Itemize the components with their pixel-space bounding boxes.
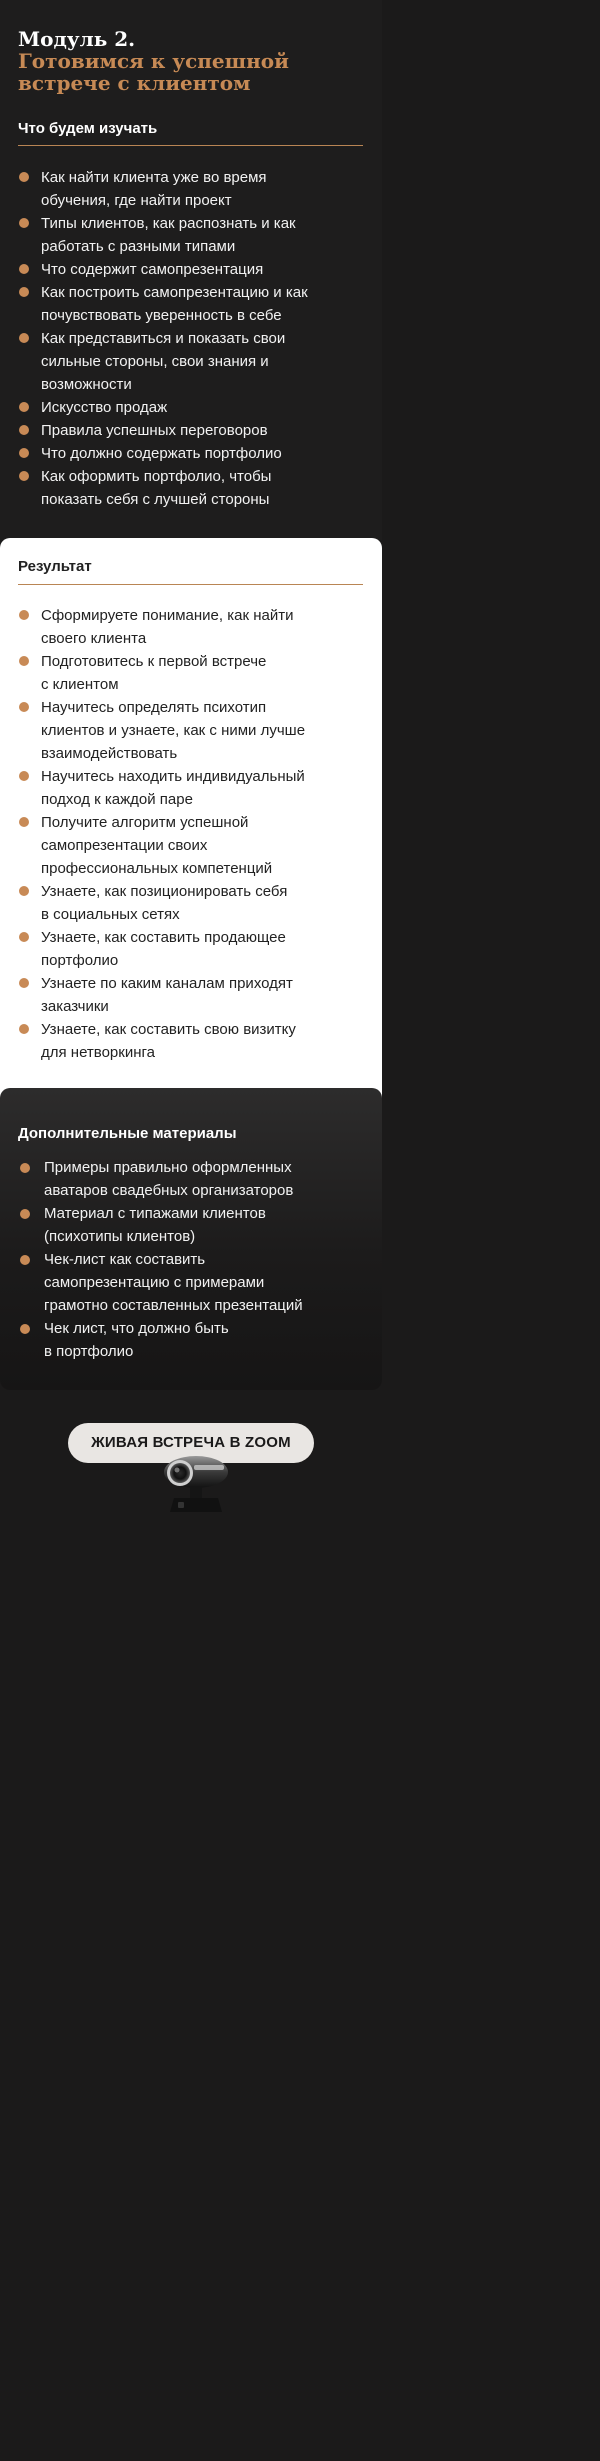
- list-item-text: Как построить самопрезентацию и как: [41, 284, 308, 301]
- list-item-text: с клиентом: [41, 676, 119, 693]
- learn-heading: Что будем изучать: [18, 120, 158, 137]
- list-item-text: взаимодействовать: [41, 745, 178, 762]
- module-title: Модуль 2.: [18, 27, 136, 51]
- list-item: [18, 1202, 364, 1248]
- bullet-dot-icon: [20, 1324, 30, 1334]
- list-item: [18, 1317, 364, 1363]
- bullet-dot-icon: [19, 333, 29, 343]
- list-item: [18, 1248, 364, 1317]
- bullet-dot-icon: [20, 1209, 30, 1219]
- list-item-text: Что должно содержать портфолио: [41, 445, 282, 462]
- list-item-text: Чек лист, что должно быть: [44, 1320, 229, 1337]
- list-item-text: Сформируете понимание, как найти: [41, 607, 294, 624]
- bullet-dot-icon: [19, 817, 29, 827]
- list-item: [18, 281, 364, 327]
- list-item-text: портфолио: [41, 952, 119, 969]
- webcam-icon: [160, 1452, 232, 1518]
- list-item-text: подход к каждой паре: [41, 791, 193, 808]
- bullet-dot-icon: [20, 1163, 30, 1173]
- bullet-dot-icon: [19, 471, 29, 481]
- list-item: [18, 166, 364, 212]
- list-item-text: Типы клиентов, как распознать и как: [41, 215, 296, 232]
- list-item-text: самопрезентацию с примерами: [44, 1274, 265, 1291]
- list-item-text: профессиональных компетенций: [41, 860, 273, 877]
- list-item-text: Чек-лист как составить: [44, 1251, 206, 1268]
- list-item-text: для нетворкинга: [41, 1044, 155, 1061]
- list-item-text: Узнаете, как составить свою визитку: [41, 1021, 296, 1038]
- list-item: [18, 811, 364, 880]
- list-item-text: Научитесь находить индивидуальный: [41, 768, 305, 785]
- list-item-text: в портфолио: [44, 1343, 134, 1360]
- bullet-dot-icon: [19, 264, 29, 274]
- list-item-text: Узнаете, как позиционировать себя: [41, 883, 288, 900]
- list-item-text: обучения, где найти проект: [41, 192, 232, 209]
- bullet-dot-icon: [19, 978, 29, 988]
- list-item-text: Получите алгоритм успешной: [41, 814, 249, 831]
- list-item-text: в социальных сетях: [41, 906, 180, 923]
- list-item-text: аватаров свадебных организаторов: [44, 1182, 294, 1199]
- list-item: [18, 1156, 364, 1202]
- list-item: [18, 258, 364, 281]
- list-item: [18, 880, 364, 926]
- bullet-dot-icon: [20, 1255, 30, 1265]
- list-item-text: Как представиться и показать свои: [41, 330, 286, 347]
- bullet-dot-icon: [19, 771, 29, 781]
- module-section: [0, 0, 382, 540]
- bullet-dot-icon: [19, 425, 29, 435]
- bullet-dot-icon: [19, 656, 29, 666]
- result-list: [18, 604, 364, 1064]
- list-item-text: Узнаете по каким каналам приходят: [41, 975, 293, 992]
- list-item-text: Подготовитесь к первой встрече: [41, 653, 267, 670]
- list-item: [18, 926, 364, 972]
- extra-materials-section: [0, 1088, 382, 1390]
- list-item: [18, 327, 364, 396]
- list-item-text: Искусство продаж: [41, 399, 168, 416]
- module-subtitle-line: Готовимся к успешной: [18, 49, 289, 73]
- bullet-dot-icon: [19, 402, 29, 412]
- list-item: [18, 419, 364, 442]
- list-item-text: Научитесь определять психотип: [41, 699, 267, 716]
- list-item-text: Как найти клиента уже во время: [41, 169, 267, 186]
- module-subtitle: [18, 50, 364, 94]
- list-item-text: самопрезентации своих: [41, 837, 208, 854]
- result-divider: [18, 584, 363, 585]
- list-item: [18, 396, 364, 419]
- list-item: [18, 212, 364, 258]
- page: [0, 0, 382, 1568]
- list-item-text: Правила успешных переговоров: [41, 422, 268, 439]
- result-section: [0, 538, 382, 1098]
- list-item: [18, 765, 364, 811]
- list-item-text: почувствовать уверенность в себе: [41, 307, 282, 324]
- bullet-dot-icon: [19, 702, 29, 712]
- bullet-dot-icon: [19, 218, 29, 228]
- bullet-dot-icon: [19, 932, 29, 942]
- list-item: [18, 604, 364, 650]
- bullet-dot-icon: [19, 448, 29, 458]
- list-item: [18, 1018, 364, 1064]
- list-item: [18, 465, 364, 511]
- list-item-text: работать с разными типами: [41, 238, 236, 255]
- list-item: [18, 442, 364, 465]
- list-item-text: Примеры правильно оформленных: [44, 1159, 292, 1176]
- list-item-text: показать себя с лучшей стороны: [41, 491, 270, 508]
- result-heading: Результат: [18, 558, 92, 575]
- list-item-text: (психотипы клиентов): [44, 1228, 196, 1245]
- list-item-text: Что содержит самопрезентация: [41, 261, 264, 278]
- learn-list: [18, 166, 364, 511]
- bullet-dot-icon: [19, 172, 29, 182]
- list-item: [18, 972, 364, 1018]
- list-item-text: грамотно составленных презентаций: [44, 1297, 303, 1314]
- list-item-text: сильные стороны, свои знания и: [41, 353, 269, 370]
- list-item-text: своего клиента: [41, 630, 147, 647]
- bullet-dot-icon: [19, 610, 29, 620]
- bullet-dot-icon: [19, 1024, 29, 1034]
- list-item-text: Как оформить портфолио, чтобы: [41, 468, 272, 485]
- learn-divider: [18, 145, 363, 146]
- bullet-dot-icon: [19, 886, 29, 896]
- zoom-meeting-button[interactable]: ЖИВАЯ ВСТРЕЧА В ZOOM: [68, 1423, 314, 1463]
- extra-list: [18, 1156, 364, 1363]
- list-item-text: возможности: [41, 376, 132, 393]
- list-item-text: заказчики: [41, 998, 109, 1015]
- list-item-text: Материал с типажами клиентов: [44, 1205, 266, 1222]
- extra-heading: Дополнительные материалы: [18, 1125, 237, 1142]
- list-item-text: Узнаете, как составить продающее: [41, 929, 286, 946]
- module-subtitle-line: встрече с клиентом: [18, 71, 251, 95]
- list-item: [18, 696, 364, 765]
- list-item: [18, 650, 364, 696]
- list-item-text: клиентов и узнаете, как с ними лучше: [41, 722, 306, 739]
- bullet-dot-icon: [19, 287, 29, 297]
